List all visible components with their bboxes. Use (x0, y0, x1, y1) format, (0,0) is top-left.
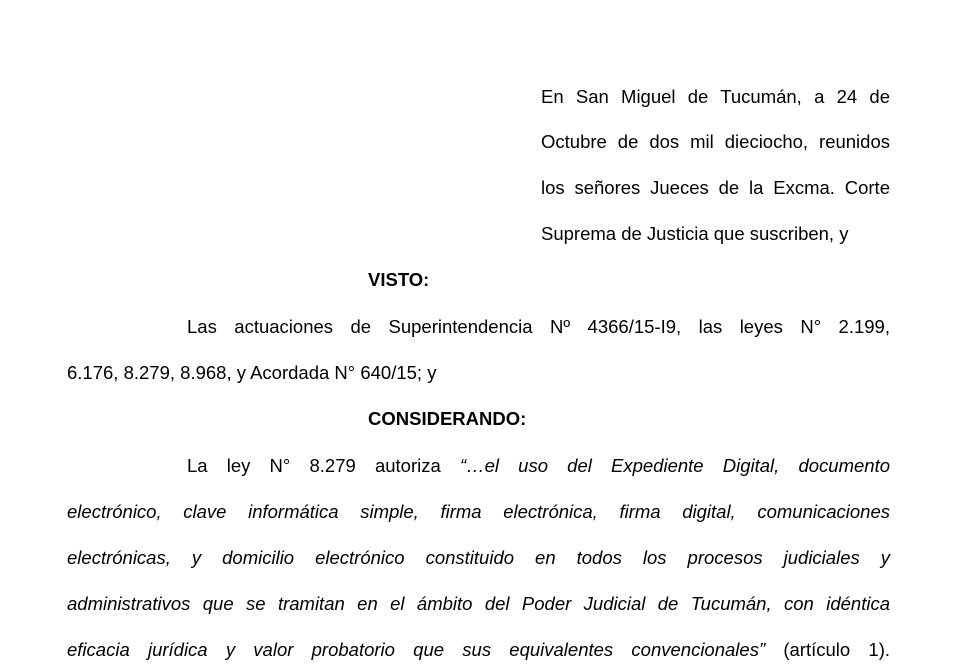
visto-heading: VISTO: (368, 269, 430, 290)
considerando-line-1-text: La ley N° 8.279 autoriza (187, 455, 460, 476)
considerando-heading: CONSIDERANDO: (368, 408, 527, 429)
considerando-quote-start: “…el uso del Expediente Digital, documento (459, 455, 890, 476)
visto-paragraph-line-2: 6.176, 8.279, 8.968, y Acordada N° 640/15; y (67, 362, 437, 383)
considerando-quote-end: eficacia jurídica y valor probatorio que sus equivalentes convencionales” (67, 639, 766, 660)
header-line-1: En San Miguel de Tucumán, a 24 de (541, 86, 890, 107)
considerando-line-5 (67, 639, 890, 661)
considerando-line-1 (187, 455, 890, 477)
header-line-4: Suprema de Justicia que suscriben, y (541, 223, 849, 244)
header-line-3: los señores Jueces de la Excma. Corte (541, 177, 890, 198)
considerando-line-4: administrativos que se tramitan en el ámbito del Poder Judicial de Tucumán, con idéntica (67, 593, 890, 614)
considerando-line-2: electrónico, clave informática simple, firma electrónica, firma digital, comunicaciones (67, 501, 890, 522)
considerando-line-3: electrónicas, y domicilio electrónico constituido en todos los procesos judiciales y (67, 547, 890, 568)
considerando-article-ref: (artículo 1). (765, 639, 890, 660)
visto-paragraph-line-1: Las actuaciones de Superintendencia Nº 4366/15-I9, las leyes N° 2.199, (187, 316, 890, 337)
header-line-2: Octubre de dos mil dieciocho, reunidos (541, 131, 890, 152)
